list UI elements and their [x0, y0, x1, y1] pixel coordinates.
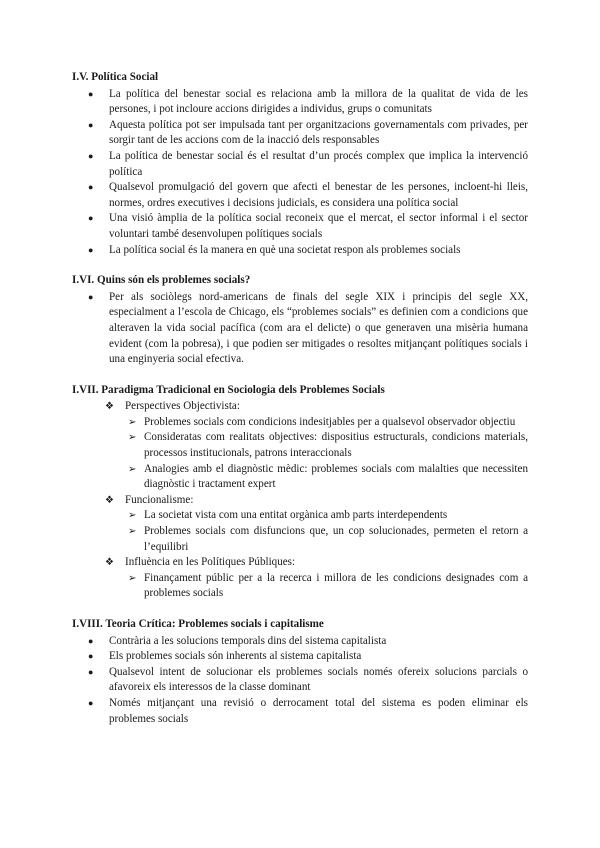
diamond-bullet-icon: ❖ — [105, 401, 114, 413]
list-item: ➢ Consideratas com realitats objectives: dispositius estructurals, condicions materials, processos institucionals, patrons interaccionals — [128, 431, 528, 460]
bullet-icon: ● — [88, 651, 94, 662]
section-teoria-critica — [72, 617, 528, 727]
diamond-bullet-icon: ❖ — [105, 494, 114, 506]
arrow-list — [125, 508, 528, 555]
bullet-list — [72, 87, 528, 259]
list-item: ● Qualsevol promulgació del govern que afecti el benestar de les persones, incloent-hi lleis, normes, ordres executives i decisions judicials, es considera una política social — [88, 181, 528, 209]
bullet-list — [72, 290, 528, 368]
diamond-bullet-icon: ❖ — [105, 557, 114, 569]
bullet-icon: ● — [88, 213, 94, 224]
bullet-icon: ● — [88, 150, 94, 161]
list-item: ➢ La societat vista com una entitat orgànica amb parts interdependents — [72, 508, 528, 524]
section-heading: I.VII. Paradigma Tradicional en Sociologia dels Problemes Socials — [72, 383, 385, 396]
bullet-list — [72, 634, 528, 728]
bullet-icon: ● — [88, 697, 94, 708]
bullet-icon: ● — [88, 635, 94, 646]
arrow-bullet-icon: ➢ — [128, 572, 137, 584]
arrow-list — [125, 415, 528, 493]
section-problemes-socials — [72, 273, 528, 368]
bullet-icon: ● — [88, 291, 94, 302]
list-item: ➢ Finançament públic per a la recerca i millora de les condicions designades com a problemes socials — [128, 571, 528, 600]
section-paradigma-tradicional — [72, 383, 528, 602]
list-item: ➢ Problemes socials com condicions indesitjables per a qualsevol observador objectiu — [72, 415, 528, 431]
bullet-icon: ● — [88, 88, 94, 99]
list-item: ● La política de benestar social és el resultat d’un procés complex que implica la intervenció política — [88, 149, 528, 178]
group-item: ❖ Influència en les Polítiques Públiques: ➢ Finançament públic per a la recerca i millora de les condicions designades com a problemes socials — [72, 555, 528, 602]
list-item: ● Els problemes socials són inherents al sistema capitalista — [72, 649, 528, 665]
list-item: ➢ Problemes socials com disfuncions que, un cop solucionades, permeten el retorn a l’equilibri — [128, 525, 528, 553]
section-heading: I.VIII. Teoria Crítica: Problemes socials i capitalisme — [72, 618, 324, 630]
list-item: ● Contrària a les solucions temporals dins del sistema capitalista — [72, 634, 528, 650]
list-item: ● Qualsevol intent de solucionar els problemes socials només ofereix solucions parcials o afavoreix els interessos de la classe dominant — [88, 665, 528, 694]
list-item: ● Només mitjançant una revisió o derrocament total del sistema es poden eliminar els problemes socials — [88, 696, 528, 725]
list-item: ● Per als sociòlegs nord-americans de finals del segle XIX i principis del segle XX, especialment a l’escola de Chicago, els “problemes socials” es definien com a condicions que alteraven la vida social pacífica (com ara el delicte) o que generaven una misèria humana evident (com la pobresa), i que podien ser mitigades o resoltes mitjançant polítiques socials i una enginyeria social efectiva. — [88, 290, 528, 366]
list-item: ➢ Analogies amb el diagnòstic mèdic: problemes socials com malalties que necessiten diagnòstic i tractament expert — [128, 462, 528, 491]
group-list — [72, 399, 528, 602]
list-item: ● Aquesta política pot ser impulsada tant per organitzacions governamentals com privades, per sorgir tant de les accions com de la inacció dels responsables — [88, 118, 528, 147]
bullet-icon: ● — [88, 244, 94, 255]
arrow-list — [125, 571, 528, 602]
list-item: ● La política social és la manera en què una societat respon als problemes socials — [72, 243, 528, 259]
section-heading: I.V. Política Social — [72, 71, 159, 83]
bullet-icon: ● — [88, 666, 94, 677]
bullet-icon: ● — [88, 119, 94, 130]
section-heading: I.VI. Quins són els problemes socials? — [72, 274, 251, 287]
section-politica-social — [72, 70, 528, 258]
group-item: ❖ Funcionalisme: ➢ La societat vista com una entitat orgànica amb parts interdependents ➢ Problemes socials com disfuncions que, un cop solucionades, permeten el retorn a l’equilibri — [72, 493, 528, 555]
arrow-bullet-icon: ➢ — [128, 510, 137, 522]
arrow-bullet-icon: ➢ — [128, 526, 137, 538]
list-item: ● La política del benestar social es relaciona amb la millora de la qualitat de vida de les persones, i pot incloure accions dirigides a individus, grups o comunitats — [88, 87, 528, 116]
bullet-icon: ● — [88, 182, 94, 193]
document-page — [72, 70, 528, 742]
group-item: ❖ Perspectives Objectivista: ➢ Problemes socials com condicions indesitjables per a qualsevol observador objectiu ➢ Consideratas com realitats objectives: dispositius estructurals, condicions materials, processos institucionals, patrons interaccionals ➢ Analogies amb el diagnòstic mèdic: problemes socials com malalties que necessiten diagnòstic i tractament expert — [72, 399, 528, 493]
arrow-bullet-icon: ➢ — [128, 416, 137, 428]
arrow-bullet-icon: ➢ — [128, 432, 137, 444]
list-item: ● Una visió àmplia de la política social reconeix que el mercat, el sector informal i el sector voluntari també desenvolupen polítiques socials — [88, 212, 528, 240]
arrow-bullet-icon: ➢ — [128, 463, 137, 475]
